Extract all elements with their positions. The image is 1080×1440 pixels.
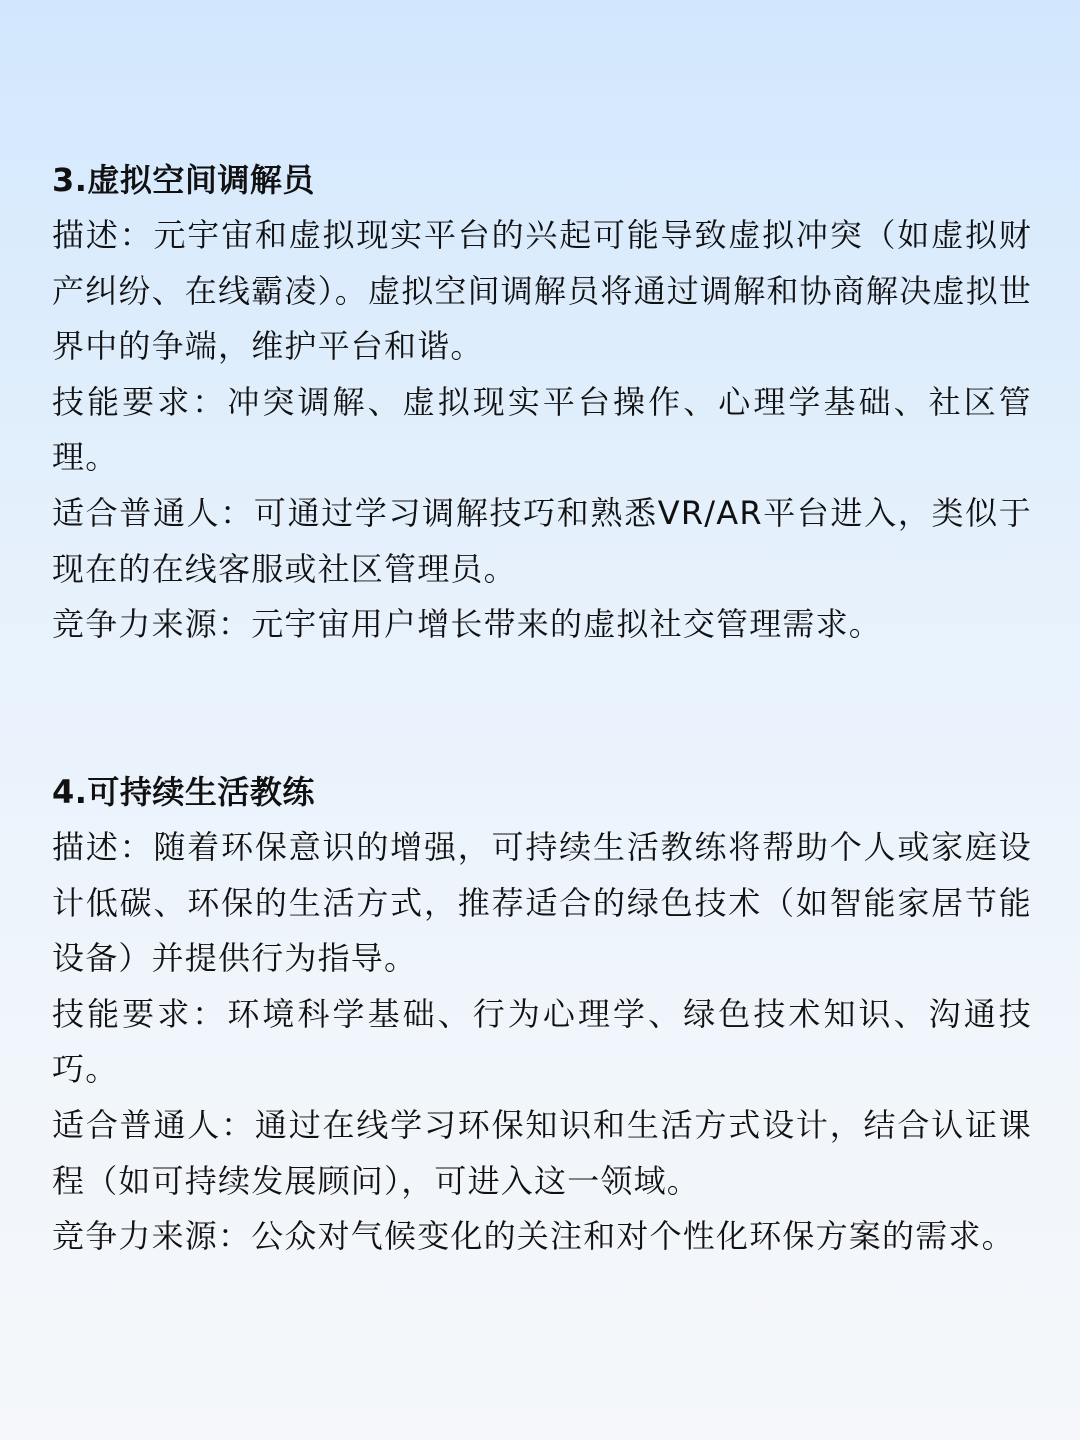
skills-paragraph: 技能要求：冲突调解、虚拟现实平台操作、心理学基础、社区管理。 [52, 382, 1032, 477]
competitiveness-paragraph: 竞争力来源：元宇宙用户增长带来的虚拟社交管理需求。 [52, 605, 883, 644]
description-paragraph: 描述：随着环保意识的增强，可持续生活教练将帮助个人或家庭设计低碳、环保的生活方式，推荐适合的绿色技术（如智能家居节能设备）并提供行为指导。 [52, 828, 1032, 978]
description-paragraph: 描述：元宇宙和虚拟现实平台的兴起可能导致虚拟冲突（如虚拟财产纠纷、在线霸凌）。虚拟空间调解员将通过调解和协商解决虚拟世界中的争端，维护平台和谐。 [52, 216, 1033, 366]
career-section-sustainable-coach [52, 764, 1032, 1265]
suitable-paragraph: 适合普通人：可通过学习调解技巧和熟悉VR/AR平台进入，类似于现在的在线客服或社区管理员。 [52, 493, 1032, 588]
suitable-paragraph: 适合普通人：通过在线学习环保知识和生活方式设计，结合认证课程（如可持续发展顾问），可进入这一领域。 [52, 1105, 1032, 1200]
career-section-virtual-mediator [52, 152, 1032, 653]
section-heading: 4.可持续生活教练 [52, 773, 315, 811]
competitiveness-paragraph: 竞争力来源：公众对气候变化的关注和对个性化环保方案的需求。 [52, 1217, 1015, 1256]
skills-paragraph: 技能要求：环境科学基础、行为心理学、绿色技术知识、沟通技巧。 [52, 994, 1032, 1089]
section-heading: 3.虚拟空间调解员 [52, 161, 315, 199]
